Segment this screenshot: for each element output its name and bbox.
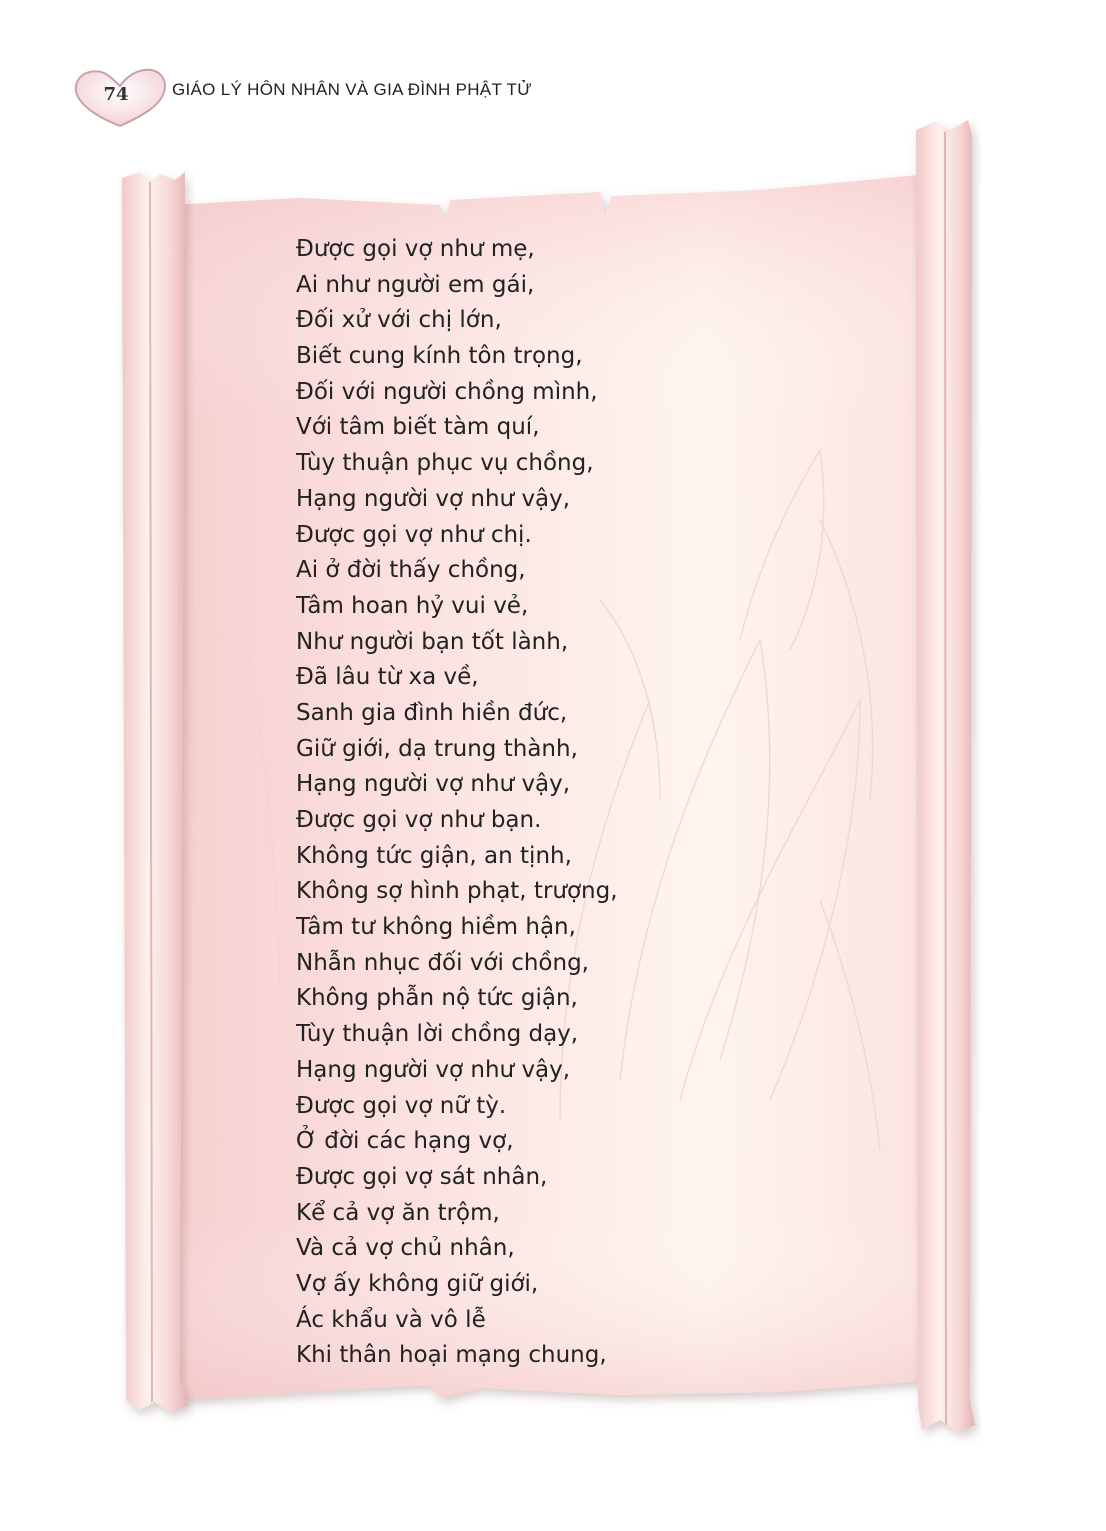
poem-text: [296, 232, 856, 1374]
poem-line: Với tâm biết tàm quí,: [296, 414, 540, 441]
scroll-left-roll: [122, 172, 188, 1412]
poem-line: Hạng người vợ như vậy,: [296, 485, 571, 512]
poem-line: Đối xử với chị lớn,: [296, 307, 502, 334]
poem-line: Sanh gia đình hiền đức,: [296, 699, 568, 726]
poem-line: Khi thân hoại mạng chung,: [296, 1342, 607, 1369]
poem-line: Biết cung kính tôn trọng,: [296, 343, 583, 370]
poem-line: Đã lâu từ xa về,: [296, 664, 479, 691]
poem-line: Tâm tư không hiềm hận,: [296, 914, 576, 941]
poem-line: Được gọi vợ nữ tỳ.: [296, 1092, 507, 1119]
poem-line: Như người bạn tốt lành,: [296, 628, 569, 655]
poem-line: Tùy thuận lời chồng dạy,: [296, 1021, 579, 1048]
page-number: 74: [103, 84, 129, 105]
poem-line: Được gọi vợ như bạn.: [296, 807, 542, 833]
poem-line: Không sợ hình phạt, trượng,: [296, 878, 618, 905]
poem-line: Được gọi vợ sát nhân,: [296, 1163, 548, 1190]
poem-line: Được gọi vợ như mẹ,: [296, 236, 535, 262]
poem-line: Giữ giới, dạ trung thành,: [296, 735, 578, 762]
poem-line: Được gọi vợ như chị.: [296, 521, 532, 548]
poem-line: Tùy thuận phục vụ chồng,: [296, 450, 594, 477]
poem-line: Vợ ấy không giữ giới,: [296, 1270, 539, 1297]
poem-line: Hạng người vợ như vậy,: [296, 771, 571, 798]
poem-line: Kể cả vợ ăn trộm,: [296, 1199, 500, 1226]
poem-line: Ác khẩu và vô lễ: [296, 1306, 486, 1333]
scroll-right-roll: [916, 120, 975, 1432]
book-title: GIÁO LÝ HÔN NHÂN VÀ GIA ĐÌNH PHẬT TỬ: [172, 80, 533, 99]
poem-line: Hạng người vợ như vậy,: [296, 1056, 571, 1083]
poem-line: Nhẫn nhục đối với chồng,: [296, 949, 589, 976]
poem-line: Đối với người chồng mình,: [296, 378, 598, 405]
poem-line: Không tức giận, an tịnh,: [296, 842, 572, 869]
poem-line: Và cả vợ chủ nhân,: [296, 1235, 515, 1262]
poem-line: Không phẫn nộ tức giận,: [296, 985, 578, 1012]
poem-line: Tâm hoan hỷ vui vẻ,: [296, 592, 529, 619]
poem-line: Ai như người em gái,: [296, 271, 535, 298]
poem-line: Ở đời các hạng vợ,: [296, 1128, 514, 1155]
poem-line: Ai ở đời thấy chồng,: [296, 557, 526, 584]
